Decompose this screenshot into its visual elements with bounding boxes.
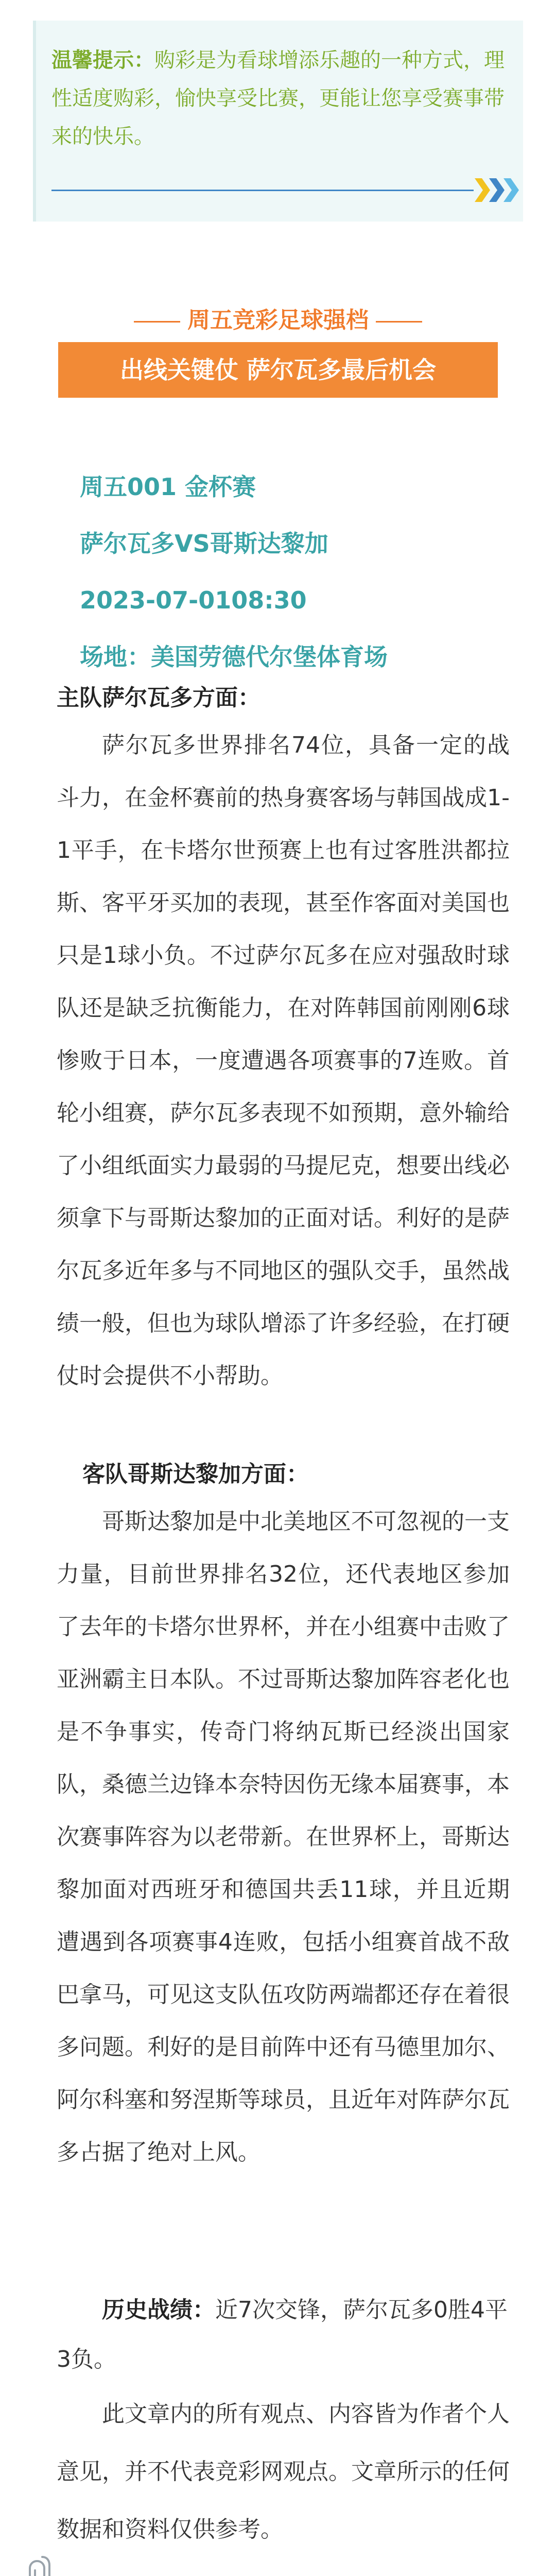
match-teams: 萨尔瓦多VS哥斯达黎加 [80,530,328,557]
home-heading: 主队萨尔瓦多方面： [57,685,260,711]
tip-text-block [51,41,510,156]
match-venue: 场地：美国劳德代尔堡体育场 [80,643,388,671]
away-paragraph: 哥斯达黎加是中北美地区不可忽视的一支力量，目前世界排名32位，还代表地区参加了去年的卡塔尔世界杯，并在小组赛中击败了亚洲霸主日本队。不过哥斯达黎加阵容老化也是不争事实，传奇门将纳瓦斯已经淡出国家队，桑德兰边锋本奈特因伤无缘本届赛事，本次赛事阵容为以老带新。在世界杯上，哥斯达黎加面对西班牙和德国共丢11球，并且近期遭遇到各项赛事4连败，包括小组赛首战不敌巴拿马，可见这支队伍攻防两端都还存在着很多问题。利好的是目前阵中还有马德里加尔、阿尔科塞和努涅斯等球员，且近年对阵萨尔瓦多占据了绝对上风。 [57,1509,510,2165]
history-record [57,2285,510,2384]
title-dash-right [376,321,422,323]
home-paragraph: 萨尔瓦多世界排名74位，具备一定的战斗力，在金杯赛前的热身赛客场与韩国战成1-1平手，在卡塔尔世预赛上也有过客胜洪都拉斯、客平牙买加的表现，甚至作客面对美国也只是1球小负。不过萨尔瓦多在应对强敌时球队还是缺乏抗衡能力，在对阵韩国前刚刚6球惨败于日本，一度遭遇各项赛事的7连败。首轮小组赛，萨尔瓦多表现不如预期，意外输给了小组纸面实力最弱的马提尼克，想要出线必须拿下与哥斯达黎加的正面对话。利好的是萨尔瓦多近年多与不同地区的强队交手，虽然战绩一般，但也为球队增添了许多经验，在打硬仗时会提供不小帮助。 [57,732,510,1389]
section-title [0,301,556,334]
match-datetime: 2023-07-0108:30 [80,586,307,614]
chevron-right-icon [475,176,521,204]
tip-divider [51,190,474,191]
history-text: 近7次交锋，萨尔瓦多0胜4平3负。 [57,2297,508,2372]
tip-text: 购彩是为看球增添乐趣的一种方式，理性适度购彩，愉快享受比赛，更能让您享受赛事带来的快乐。 [51,48,505,148]
section-title-text: 周五竞彩足球强档 [187,307,369,333]
away-heading: 客队哥斯达黎加方面： [82,1461,309,1487]
match-info [80,459,388,685]
title-dash-left [134,321,180,323]
tip-label: 温馨提示： [51,48,154,72]
match-competition: 周五001 金杯赛 [80,473,256,501]
headline-banner: 出线关键仗 萨尔瓦多最后机会 [58,342,498,398]
paperclip-icon [27,2553,53,2576]
tip-box [33,21,523,222]
disclaimer: 此文章内的所有观点、内容皆为作者个人意见，并不代表竞彩网观点。文章所示的任何数据和资料仅供参考。 [57,2401,510,2543]
history-label: 历史战绩： [102,2297,215,2323]
